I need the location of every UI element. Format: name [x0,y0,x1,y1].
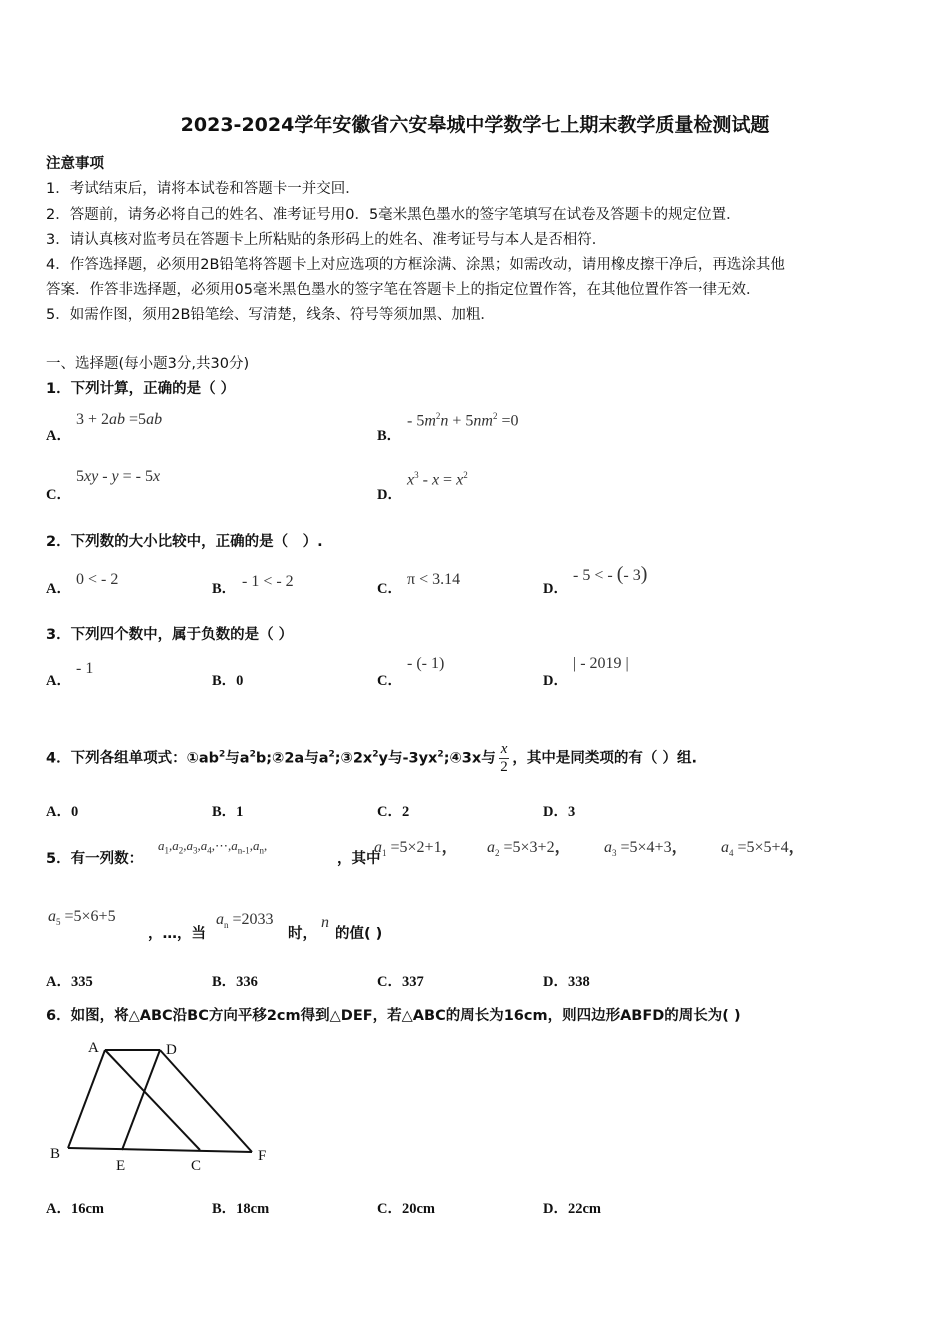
q5-option-d: D．338 [543,974,590,990]
segment-ac [105,1050,200,1150]
q4-option-b: B．1 [212,804,244,820]
q6-figure [40,1030,280,1180]
q3-option-d-expr: | - 2019 | [573,655,629,672]
q5-a3-expr: $a_3 =5\times 4+3$， [604,839,688,859]
section-heading: 一、选择题(每小题3分,共30分) [46,356,250,372]
q4-option-d: D．3 [543,804,576,820]
label-c: C [191,1158,202,1174]
q5-a4-expr: $a_4 =5\times 5+4$， [721,839,805,859]
q5-stem: 5．有一列数： [46,851,144,867]
q5-a1-expr: $a_1 =5\times 2+1$， [374,839,458,859]
q5-sequence-expr: $a_1,a_2,a_3,a_4,\cdots,a_{n-1},a_n$, [158,838,268,856]
q3-option-c-expr: - (- 1) [407,655,445,672]
note-item-5: 5．如需作图，须用2B铅笔绘、写清楚，线条、符号等须加黑、加粗． [46,307,495,323]
note-item-3: 3．请认真核对监考员在答题卡上所粘贴的条形码上的姓名、准考证号与本人是否相符． [46,232,607,248]
q6-option-c: C．20cm [377,1201,435,1217]
label-f: F [258,1148,267,1164]
segment-bf [68,1148,252,1152]
q1-option-b-expr: - $5m^2n + 5nm^2 =0$ [407,411,519,430]
q1-option-c-expr: 5xy - y = - 5x [76,468,161,485]
segment-df [160,1050,252,1152]
q5-option-c: C．337 [377,974,424,990]
q6-option-b: B．18cm [212,1201,270,1217]
notes-heading: 注意事项 [46,156,104,172]
q4-option-c: C．2 [377,804,410,820]
q5-option-a: A．335 [46,974,93,990]
q5-line2-c: 的值( ) [335,926,383,942]
label-d: D [166,1042,177,1058]
q5-line2-a: ，…，当 [148,926,206,942]
q5-line2-b: 时， [288,926,317,942]
q5-mid: ，其中 [337,851,381,867]
q1-option-b-label: B． [377,428,402,444]
q2-option-a-label: A． [46,581,71,597]
q2-option-b-label: B． [212,581,237,597]
label-b: B [50,1146,61,1162]
q4-stem: 4．下列各组单项式：$①ab^2$与$a^2b;②2a$与$a^2;③2x^2y$与$-3yx^2;④3x$与 $\frac{x}{2}$ ，其中是同类项的有（ ）组. [46,741,697,775]
q2-option-b-expr: - 1 < - 2 [242,573,294,590]
q3-option-a-expr: - 1 [76,660,94,677]
q6-option-d: D．22cm [543,1201,601,1217]
q5-option-b: B．336 [212,974,258,990]
note-item-1: 1．考试结束后，请将本试卷和答题卡一并交回． [46,181,360,197]
q5-an-expr: $a_n =2033$ [216,911,274,931]
q1-option-d-label: D． [377,487,402,503]
note-item-4: 4．作答选择题，必须用2B铅笔将答题卡上对应选项的方框涂满、涂黑；如需改动，请用橡皮擦干净后，再选涂其他 [46,257,785,273]
q1-option-a-expr: 3 + 2ab =5ab [76,411,163,428]
q2-stem: 2．下列数的大小比较中，正确的是（ ）. [46,534,323,550]
q3-option-c-label: C． [377,673,402,689]
page-title: 2023-2024学年安徽省六安皋城中学数学七上期末教学质量检测试题 [180,114,770,136]
segment-de [122,1050,160,1150]
note-item-4-cont: 答案．作答非选择题，必须用05毫米黑色墨水的签字笔在答题卡上的指定位置作答，在其他位置作答一律无效． [46,282,761,298]
q2-option-a-expr: 0 < - 2 [76,571,119,588]
q2-option-d-label: D． [543,581,568,597]
q3-stem: 3．下列四个数中，属于负数的是（ ） [46,627,294,643]
q2-option-c-expr: π < 3.14 [407,571,461,588]
q2-option-d-expr: - 5 < - (- 3) [573,563,648,585]
q3-option-b-label: B．0 [212,673,244,689]
q4-option-a: A．0 [46,804,79,820]
label-e: E [116,1158,126,1174]
q5-a2-expr: $a_2 =5\times 3+2$， [487,839,571,859]
q3-option-d-label: D． [543,673,568,689]
label-a: A [88,1040,99,1056]
q2-option-c-label: C． [377,581,402,597]
q6-stem: 6．如图，将△ABC沿BC方向平移2cm得到△DEF，若△ABC的周长为16cm，则四边形ABFD的周长为( ) [46,1008,741,1024]
segment-ab [68,1050,105,1148]
q1-option-a-label: A． [46,428,71,444]
q1-option-c-label: C． [46,487,71,503]
q1-option-d-expr: $x^3 - x = x^2$ [407,470,468,489]
q5-n-expr: n [321,914,329,931]
q3-option-a-label: A． [46,673,71,689]
q1-stem: 1．下列计算，正确的是（ ） [46,381,236,397]
note-item-2: 2．答题前，请务必将自己的姓名、准考证号用0．5毫米黑色墨水的签字笔填写在试卷及答题卡的规定位置． [46,207,741,223]
q5-a5-expr: $a_5 =5\times 6+5$ [48,908,116,928]
q6-option-a: A．16cm [46,1201,104,1217]
